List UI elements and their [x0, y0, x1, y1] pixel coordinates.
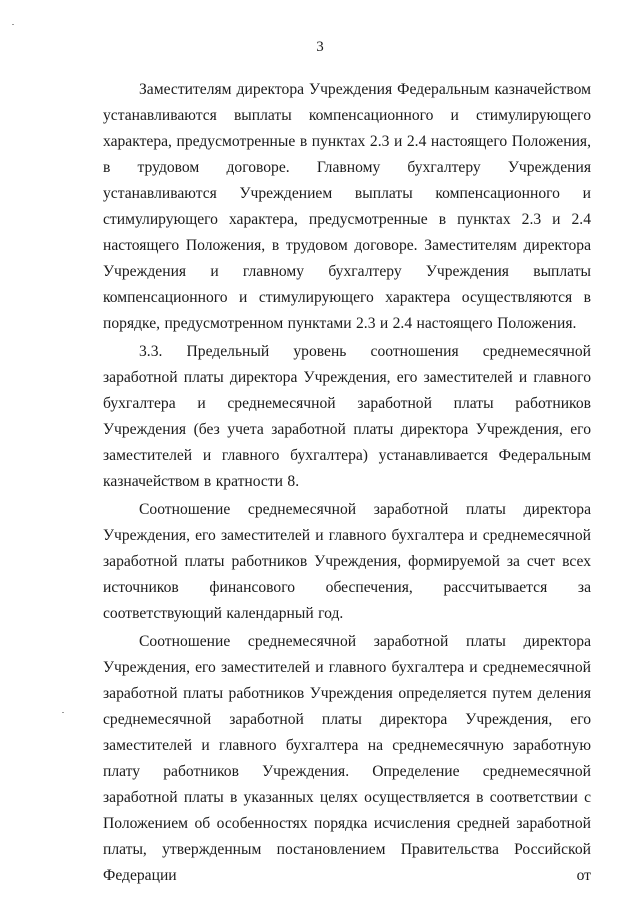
page-number: 3 — [316, 39, 324, 55]
paragraph-deputy-payments: Заместителям директора Учреждения Федеральным казначейством устанавливаются выплаты компенсационного и стимулирующего характера, предусмотренные в пунктах 2.3 и 2.4 настоящего Положения, в трудовом договоре. Главному бухгалтеру Учреждения устанавливаются Учреждением выплаты компенсационного и стимулирующего характера, предусмотренные в пунктах 2.3 и 2.4 настоящего Положения, в трудовом договоре. Заместителям директора Учреждения и главному бухгалтеру Учреждения выплаты компенсационного и стимулирующего характера осуществляются в порядке, предусмотренном пунктами 2.3 и 2.4 настоящего Положения. — [103, 81, 591, 332]
scan-speck — [12, 24, 14, 25]
paragraph-3-3-salary-ratio: 3.3. Предельный уровень соотношения среднемесячной заработной платы директора Учреждения, его заместителей и главного бухгалтера и среднемесячной заработной платы работников Учреждения (без учета заработной платы директора Учреждения, его заместителей и главного бухгалтера) устанавливается Федеральным казначейством в кратности 8. — [103, 343, 591, 490]
paragraph-ratio-determination: Соотношение среднемесячной заработной платы директора Учреждения, его заместителей и главного бухгалтера и среднемесячной заработной платы работников Учреждения определяется путем деления среднемесячной заработной платы директора Учреждения, его заместителей и главного бухгалтера на среднемесячную заработную плату работников Учреждения. Определение среднемесячной заработной платы в указанных целях осуществляется в соответствии с Положением об особенностях порядка исчисления средней заработной платы, утвержденным постановлением Правительства Российской Федерации от — [103, 633, 591, 884]
document-body — [103, 77, 591, 889]
scan-speck — [62, 712, 64, 713]
paragraph-ratio-calculation-period: Соотношение среднемесячной заработной платы директора Учреждения, его заместителей и главного бухгалтера и среднемесячной заработной платы работников Учреждения, формируемой за счет всех источников финансового обеспечения, рассчитывается за соответствующий календарный год. — [103, 501, 591, 622]
